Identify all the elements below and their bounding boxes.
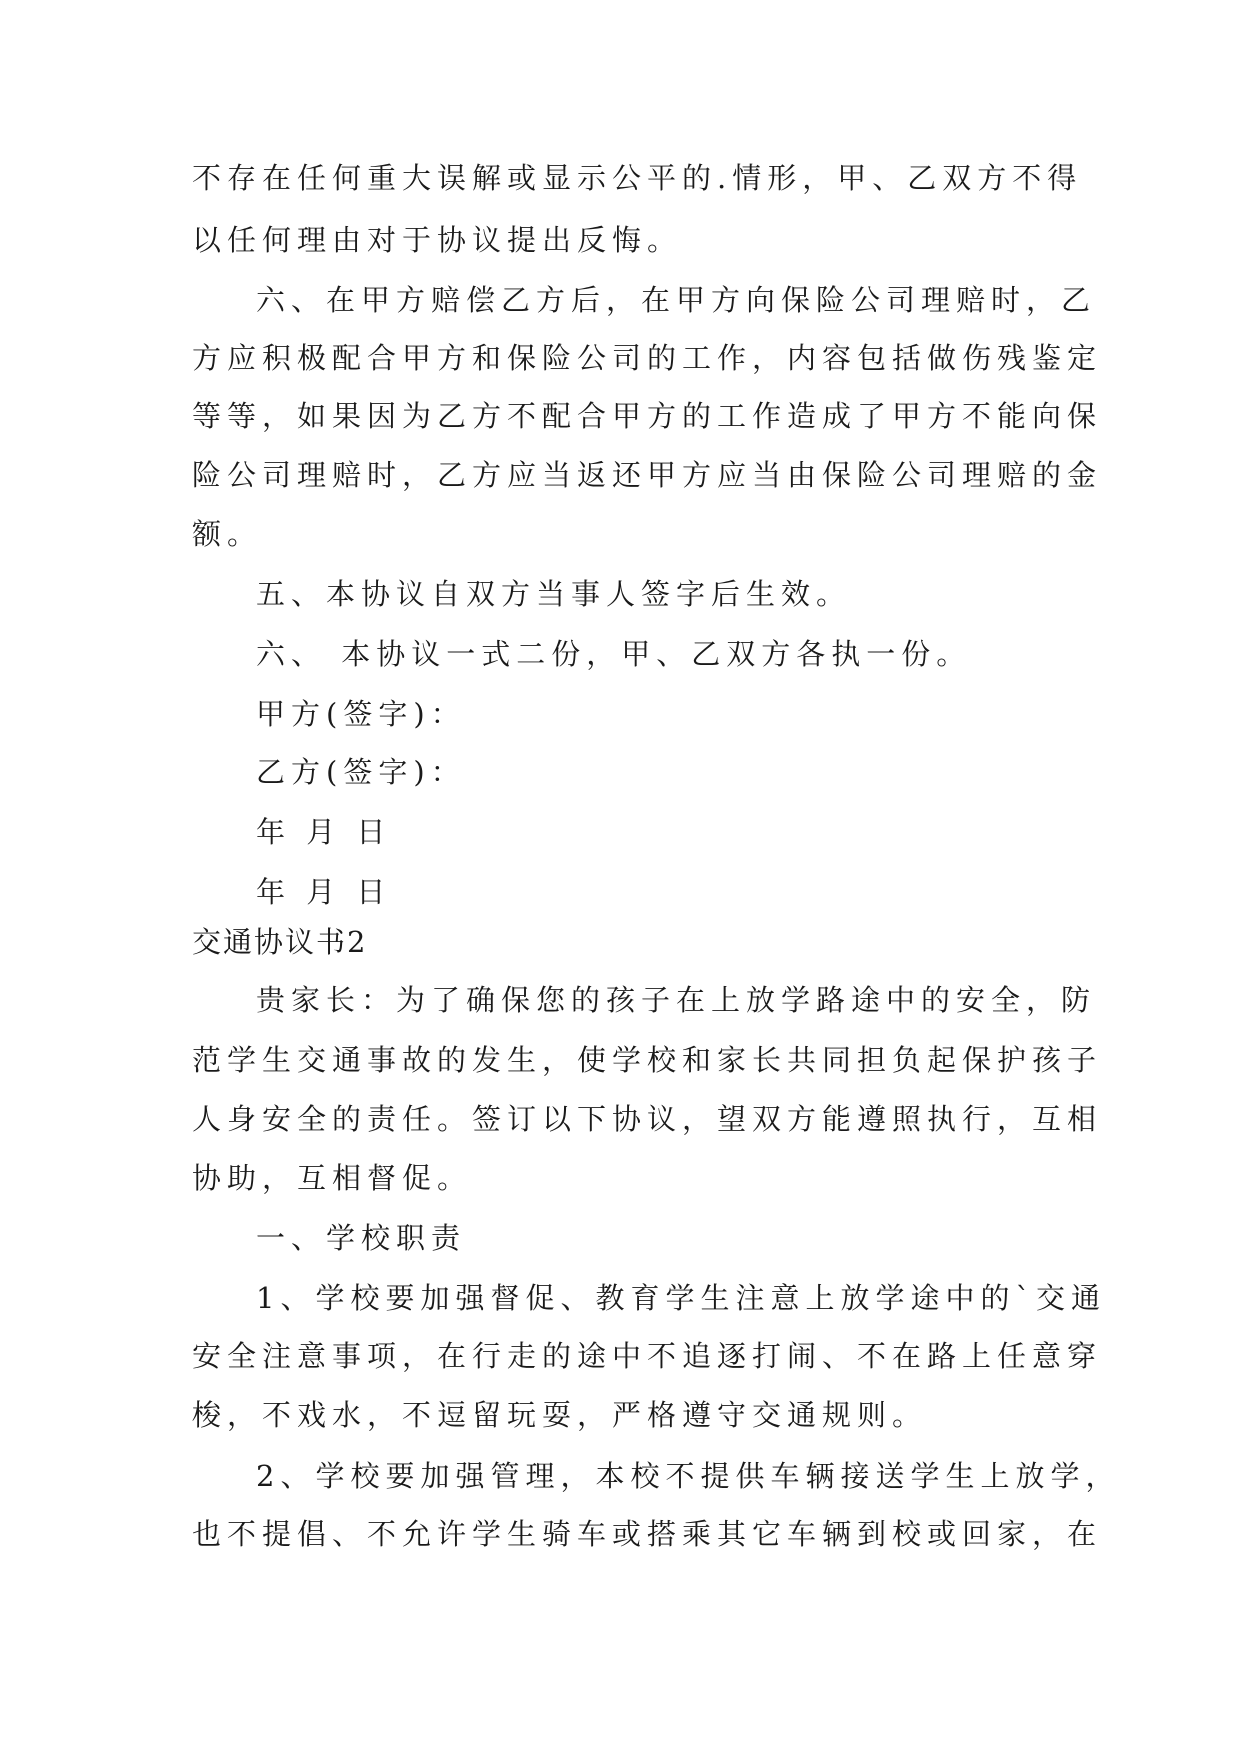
paragraph-line: 方应积极配合甲方和保险公司的工作，内容包括做伤残鉴定 <box>192 341 1103 375</box>
date-line: 年 月 日 <box>256 815 392 849</box>
paragraph-line: 五、本协议自双方当事人签字后生效。 <box>256 577 852 611</box>
paragraph-line: 等等，如果因为乙方不配合甲方的工作造成了甲方不能向保 <box>192 399 1103 433</box>
paragraph-line: 1、学校要加强督促、教育学生注意上放学途中的`交通 <box>256 1281 1106 1315</box>
subsection-heading: 一、学校职责 <box>256 1221 467 1255</box>
paragraph-line: 额。 <box>192 517 263 551</box>
signature-party-b-line: 乙方(签字)： <box>256 755 466 789</box>
signature-party-a-line: 甲方(签字)： <box>256 697 466 731</box>
paragraph-line: 也不提倡、不允许学生骑车或搭乘其它车辆到校或回家，在 <box>192 1517 1103 1551</box>
paragraph-line: 2、学校要加强管理，本校不提供车辆接送学生上放学， <box>256 1459 1121 1493</box>
paragraph-line: 安全注意事项，在行走的途中不追逐打闹、不在路上任意穿 <box>192 1339 1103 1373</box>
paragraph-line: 范学生交通事故的发生，使学校和家长共同担负起保护孩子 <box>192 1043 1103 1077</box>
paragraph-line: 以任何理由对于协议提出反悔。 <box>192 223 683 257</box>
section-title: 交通协议书2 <box>192 925 368 959</box>
paragraph-line: 协助，互相督促。 <box>192 1161 473 1195</box>
paragraph-line: 人身安全的责任。签订以下协议，望双方能遵照执行，互相 <box>192 1102 1103 1136</box>
paragraph-line: 六、 本协议一式二份，甲、乙双方各执一份。 <box>256 637 972 671</box>
paragraph-line: 梭，不戏水，不逗留玩耍，严格遵守交通规则。 <box>192 1398 928 1432</box>
paragraph-line: 六、在甲方赔偿乙方后，在甲方向保险公司理赔时，乙 <box>256 283 1097 317</box>
date-line: 年 月 日 <box>256 875 392 909</box>
paragraph-line: 不存在任何重大误解或显示公平的.情形，甲、乙双方不得 <box>192 161 1083 195</box>
paragraph-line: 险公司理赔时，乙方应当返还甲方应当由保险公司理赔的金 <box>192 458 1103 492</box>
paragraph-line: 贵家长：为了确保您的孩子在上放学路途中的安全，防 <box>256 983 1097 1017</box>
